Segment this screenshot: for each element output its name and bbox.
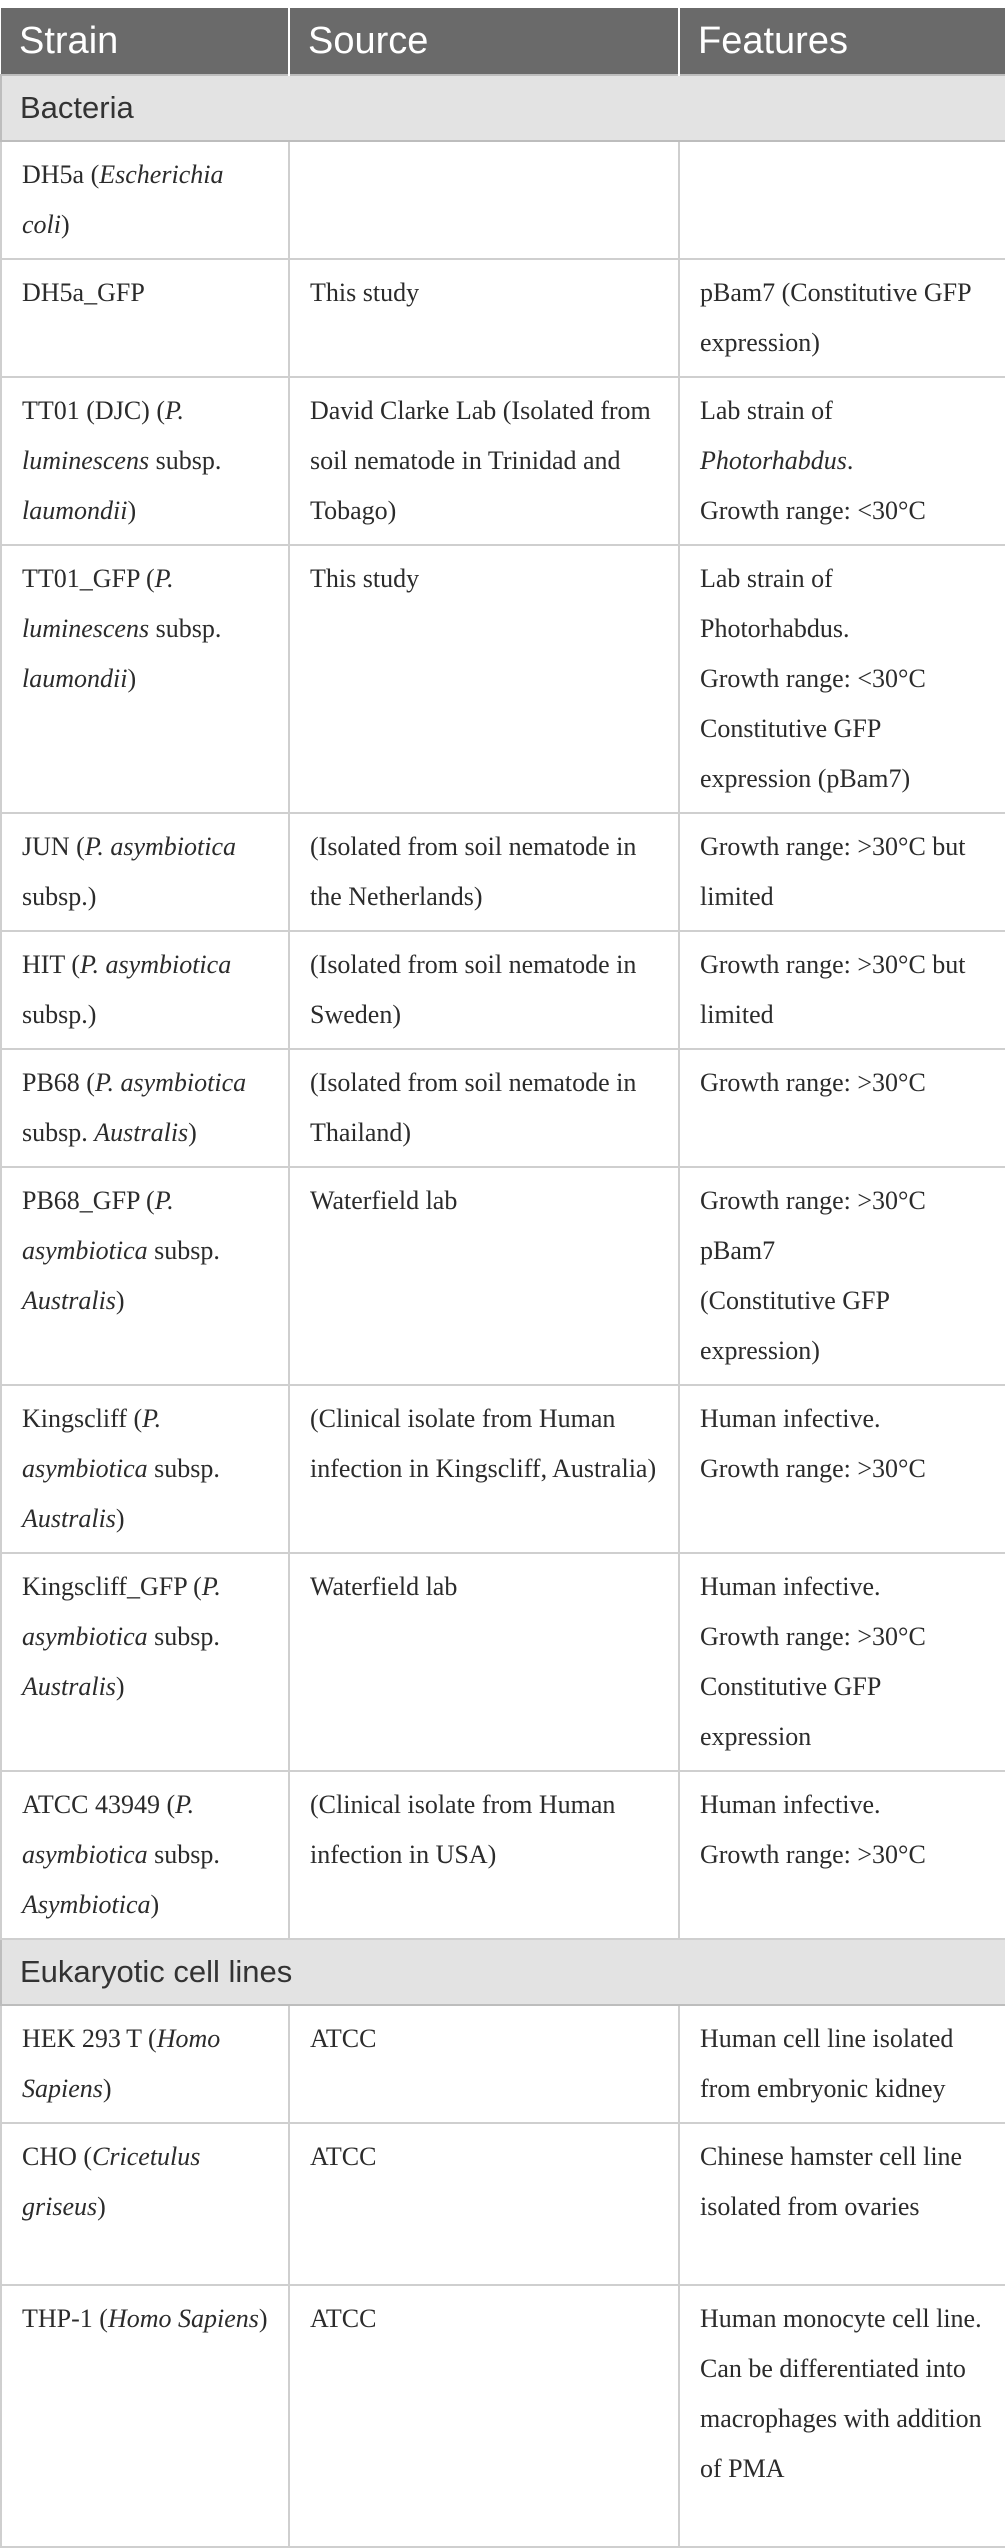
section-row-bacteria [1, 75, 1005, 141]
table-row [1, 2123, 1005, 2285]
table-header-row [1, 8, 1005, 75]
strain-cell: JUN (P. asymbiotica subsp.) [1, 813, 289, 931]
table-row [1, 1553, 1005, 1771]
strain-cell: CHO (Cricetulus griseus) [1, 2123, 289, 2285]
features-cell: Human infective. Growth range: >30°C [679, 1771, 1005, 1939]
source-cell: Waterfield lab [289, 1167, 679, 1385]
source-cell: ATCC [289, 2123, 679, 2285]
strain-cell: PB68 (P. asymbiotica subsp. Australis) [1, 1049, 289, 1167]
source-cell: David Clarke Lab (Isolated from soil nematode in Trinidad and Tobago) [289, 377, 679, 545]
features-cell: Growth range: >30°C [679, 1049, 1005, 1167]
table-row [1, 141, 1005, 259]
strain-cell: Kingscliff_GFP (P. asymbiotica subsp. Australis) [1, 1553, 289, 1771]
source-cell: ATCC [289, 2285, 679, 2547]
strains-table [0, 8, 1005, 2548]
strain-cell: HIT (P. asymbiotica subsp.) [1, 931, 289, 1049]
section-row-eukaryotic [1, 1939, 1005, 2005]
table-row [1, 2285, 1005, 2547]
features-cell: Human monocyte cell line. Can be differentiated into macrophages with addition of PMA [679, 2285, 1005, 2547]
features-cell: Growth range: >30°C but limited [679, 931, 1005, 1049]
features-cell: Human infective. Growth range: >30°C [679, 1385, 1005, 1553]
source-cell: (Isolated from soil nematode in Thailand) [289, 1049, 679, 1167]
strain-cell: THP-1 (Homo Sapiens) [1, 2285, 289, 2547]
table-row [1, 2005, 1005, 2123]
source-cell: This study [289, 545, 679, 813]
source-cell: (Clinical isolate from Human infection in Kingscliff, Australia) [289, 1385, 679, 1553]
table-row [1, 377, 1005, 545]
features-cell: Growth range: >30°C but limited [679, 813, 1005, 931]
table-row [1, 545, 1005, 813]
table-row [1, 813, 1005, 931]
source-cell: (Clinical isolate from Human infection in USA) [289, 1771, 679, 1939]
table-row [1, 1049, 1005, 1167]
section-label: Eukaryotic cell lines [1, 1939, 1005, 2005]
table-row [1, 1385, 1005, 1553]
strain-cell: Kingscliff (P. asymbiotica subsp. Australis) [1, 1385, 289, 1553]
features-cell: pBam7 (Constitutive GFP expression) [679, 259, 1005, 377]
strain-cell: PB68_GFP (P. asymbiotica subsp. Australis) [1, 1167, 289, 1385]
strain-cell: DH5a (Escherichia coli) [1, 141, 289, 259]
table-row [1, 931, 1005, 1049]
header-features: Features [679, 8, 1005, 75]
source-cell [289, 141, 679, 259]
source-cell: Waterfield lab [289, 1553, 679, 1771]
table-row [1, 1167, 1005, 1385]
features-cell [679, 141, 1005, 259]
strain-cell: TT01_GFP (P. luminescens subsp. laumondii) [1, 545, 289, 813]
section-label: Bacteria [1, 75, 1005, 141]
strain-cell: HEK 293 T (Homo Sapiens) [1, 2005, 289, 2123]
features-cell: Chinese hamster cell line isolated from ovaries [679, 2123, 1005, 2285]
header-strain: Strain [1, 8, 289, 75]
table-row [1, 259, 1005, 377]
features-cell: Human cell line isolated from embryonic kidney [679, 2005, 1005, 2123]
features-cell: Lab strain of Photorhabdus. Growth range: <30°C Constitutive GFP expression (pBam7) [679, 545, 1005, 813]
header-source: Source [289, 8, 679, 75]
strain-cell: DH5a_GFP [1, 259, 289, 377]
features-cell: Lab strain of Photorhabdus. Growth range: <30°C [679, 377, 1005, 545]
strain-cell: ATCC 43949 (P. asymbiotica subsp. Asymbiotica) [1, 1771, 289, 1939]
table-row [1, 1771, 1005, 1939]
source-cell: This study [289, 259, 679, 377]
features-cell: Human infective. Growth range: >30°C Constitutive GFP expression [679, 1553, 1005, 1771]
strain-cell: TT01 (DJC) (P. luminescens subsp. laumondii) [1, 377, 289, 545]
source-cell: (Isolated from soil nematode in the Netherlands) [289, 813, 679, 931]
features-cell: Growth range: >30°C pBam7 (Constitutive GFP expression) [679, 1167, 1005, 1385]
source-cell: ATCC [289, 2005, 679, 2123]
source-cell: (Isolated from soil nematode in Sweden) [289, 931, 679, 1049]
